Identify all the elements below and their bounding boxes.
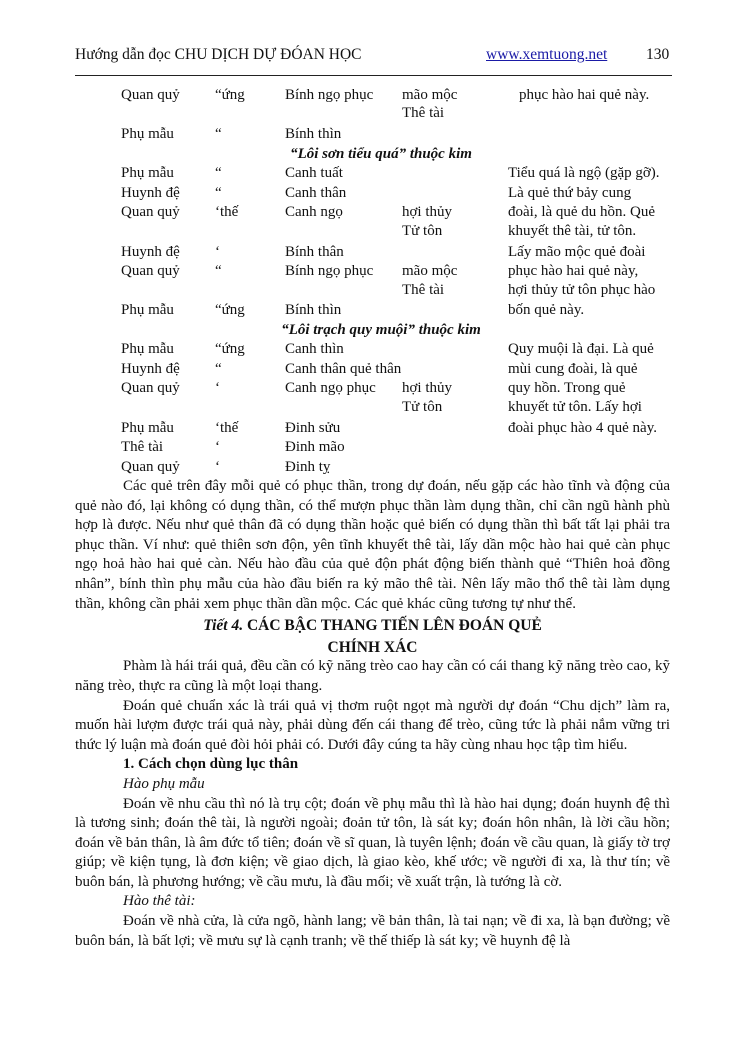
- table-cell-c3: Bính ngọ phục: [285, 87, 374, 103]
- table-cell-c2: “ứng: [215, 341, 245, 357]
- table-cell-c2: ‘: [215, 380, 220, 396]
- table-cell-c2: “: [215, 263, 222, 279]
- table-cell-c4: Tử tôn: [402, 223, 443, 239]
- table-cell-c1: Huynh đệ: [121, 185, 180, 201]
- table-cell-c4: Thê tài: [402, 282, 445, 298]
- table-cell-c3: Đinh mão: [285, 439, 345, 455]
- numbered-heading: 1. Cách chọn dùng lục thân: [123, 756, 299, 773]
- table-cell-c3: Bính thìn: [285, 302, 342, 318]
- table-section-title: “Lôi trạch quy muội” thuộc kim: [281, 322, 481, 338]
- table-cell-c5: khuyết tử tôn. Lấy hợi: [508, 399, 642, 415]
- table-cell-c5: quy hồn. Trong quẻ: [508, 380, 626, 396]
- table-cell-c4: Tử tôn: [402, 399, 443, 415]
- subheading: Hào thê tài:: [123, 893, 196, 910]
- table-cell-c2: ‘: [215, 439, 220, 455]
- table-cell-c2: “ứng: [215, 87, 245, 103]
- table-cell-c2: “: [215, 126, 222, 142]
- table-cell-c1: Quan quỷ: [121, 380, 180, 396]
- table-cell-c5: Lấy mão mộc quẻ đoài: [508, 244, 646, 260]
- header-divider: [75, 75, 672, 76]
- table-cell-c2: “: [215, 361, 222, 377]
- table-section-title: “Lôi sơn tiểu quá” thuộc kim: [290, 146, 472, 162]
- table-cell-c5: Tiểu quá là ngộ (gặp gỡ).: [508, 165, 660, 181]
- table-cell-c1: Phụ mẫu: [121, 302, 174, 318]
- subheading: Hào phụ mẫu: [123, 775, 205, 792]
- paragraph: Các quẻ trên đây mỗi quẻ có phục thần, trong dự đoán, nếu gặp các hào tĩnh và động của quẻ nào đó, lại không có dụng thần, có thể mượn phục thần làm dụng thần, chỉ cần ngũ hành phù hợp là được. Nếu như quẻ thân đã có dụng thần hoặc quẻ biến có dụng thần thì bất tất lại phải tra phục thần. Ví như: quẻ thiên sơn độn, yên tĩnh khuyết thê tài, lấy dần mộc hào hai quẻ càn phục ngọ hoả hào hai quẻ càn. Nếu hào đầu của quẻ độn phát động biến thành quẻ “Thiên hoả đồng nhân”, bính thìn phụ mẫu của hào đầu biến ra kỷ mão thê tài. Nên lấy mão thổ thê tài làm dụng thần, không cần phải xem phục thần dần mộc. Các quẻ khác cũng tương tự như thế.: [75, 478, 670, 612]
- table-cell-c3: Canh ngọ: [285, 204, 343, 220]
- section-title-line2: CHÍNH XÁC: [327, 638, 418, 656]
- paragraph: Đoán về nhà cửa, là cửa ngõ, hành lang; về bản thân, là tai nạn; về đi xa, là bạn đường; về buôn bán, là bất lợi; về mưu sự là cạnh tranh; về thế thiếp là sát ky; về huynh đệ là: [75, 913, 670, 949]
- table-cell-c3: Bính thân: [285, 244, 344, 260]
- table-cell-c1: Quan quỷ: [121, 459, 180, 475]
- table-cell-c5: mùi cung đoài, là quẻ: [508, 361, 638, 377]
- table-cell-c5: Là quẻ thứ bảy cung: [508, 185, 632, 201]
- table-cell-c1: Phụ mẫu: [121, 420, 174, 436]
- table-cell-c5: đoài, là quẻ du hồn. Quẻ: [508, 204, 656, 220]
- paragraph: Phàm là hái trái quả, đều cần có kỹ năng trèo cao hay cần có cái thang kỹ năng trèo cao, kỹ năng trèo, thực ra cũng là một loại thang.: [75, 658, 670, 694]
- table-cell-c5: phục hào hai quẻ này.: [519, 87, 650, 103]
- table-cell-c5: bốn quẻ này.: [508, 302, 585, 318]
- body-text: [75, 477, 670, 951]
- website-link[interactable]: www.xemtuong.net: [486, 46, 608, 63]
- page-number: 130: [646, 46, 670, 63]
- section-number: Tiết 4.: [203, 617, 244, 635]
- table-cell-c3: Canh tuất: [285, 165, 343, 181]
- table-cell-c3: Bính ngọ phục: [285, 263, 374, 279]
- paragraph: Đoán về nhu cầu thì nó là trụ cột; đoán về phụ mẫu thì là hào hai dụng; đoán huynh đệ thì là tương sinh; đoán thê tài, là người ngoài; đoản tử tôn, là sát ky; đoán hôn nhân, là lời cầu hồn; đoán về bản thân, là âm đức tổ tiên; đoán về sĩ quan, là tuyên lệnh; đoán về cầu quan, là giấy tờ trợ giúp; về kiện tụng, là đơn kiện; về giao dịch, là giao kèo, khế ước; về người đi xa, là thư tín; về buôn bán, là phương hướng; về cầu mưu, là đầu mối; về xuất trận, là tướng là cờ.: [75, 795, 670, 890]
- table-cell-c1: Huynh đệ: [121, 244, 180, 260]
- table-cell-c3: Canh thân: [285, 185, 347, 201]
- table-cell-c2: “ứng: [215, 302, 245, 318]
- table-cell-c2: ‘: [215, 244, 220, 260]
- table-cell-c3: Đinh sửu: [285, 420, 341, 436]
- table-cell-c1: Quan quỷ: [121, 263, 180, 279]
- table-cell-c2: “: [215, 165, 222, 181]
- table-cell-c5: đoài phục hào 4 quẻ này.: [508, 420, 657, 436]
- table-cell-c3: Canh thìn: [285, 341, 344, 357]
- table-cell-c4: mão mộc: [402, 263, 458, 279]
- table-cell-c1: Thê tài: [121, 439, 164, 455]
- table-cell-c2: “: [215, 185, 222, 201]
- section-title-line1: CÁC BẬC THANG TIẾN LÊN ĐOÁN QUẺ: [243, 617, 542, 635]
- table-cell-c2: ‘thế: [215, 204, 239, 220]
- table-cell-c1: Quan quỷ: [121, 87, 180, 103]
- table-cell-c1: Quan quỷ: [121, 204, 180, 220]
- table-cell-c3: Canh thân quẻ thân: [285, 361, 402, 377]
- table-cell-c5: hợi thủy tử tôn phục hào: [508, 282, 656, 298]
- table-cell-c4: Thê tài: [402, 105, 445, 121]
- table-cell-c1: Phụ mẫu: [121, 165, 174, 181]
- table-cell-c4: hợi thủy: [402, 204, 453, 220]
- table-cell-c3: Bính thìn: [285, 126, 342, 142]
- table-cell-c1: Phụ mẫu: [121, 341, 174, 357]
- page-header: [75, 46, 672, 68]
- table-cell-c5: khuyết thê tài, tử tôn.: [508, 223, 637, 239]
- table-cell-c4: hợi thủy: [402, 380, 453, 396]
- paragraph: Đoán quẻ chuẩn xác là trái quả vị thơm ruột ngọt mà người dự đoán “Chu dịch” làm ra, muốn hài lượm được trái quả này, phải dùng đến cái thang để trèo, cũng tức là phải nắm vững tri thức lý luận mà đoán quẻ đòi hỏi phải có. Dưới đây cúng ta hãy cùng nhau học tập tìm hiểu.: [75, 697, 670, 753]
- table-cell-c1: Phụ mẫu: [121, 126, 174, 142]
- section-heading: [75, 616, 670, 636]
- table-cell-c5: phục hào hai quẻ này,: [508, 263, 639, 279]
- table-cell-c4: mão mộc: [402, 87, 458, 103]
- table-cell-c3: Canh ngọ phục: [285, 380, 376, 396]
- table-cell-c5: Quy muội là đại. Là quẻ: [508, 341, 654, 357]
- table-cell-c3: Đinh tỵ: [285, 459, 331, 475]
- book-title: Hướng dẫn đọc CHU DỊCH DỰ ĐÓAN HỌC: [75, 46, 362, 63]
- table-cell-c2: ‘thế: [215, 420, 239, 436]
- table-cell-c1: Huynh đệ: [121, 361, 180, 377]
- table-cell-c2: ‘: [215, 459, 220, 475]
